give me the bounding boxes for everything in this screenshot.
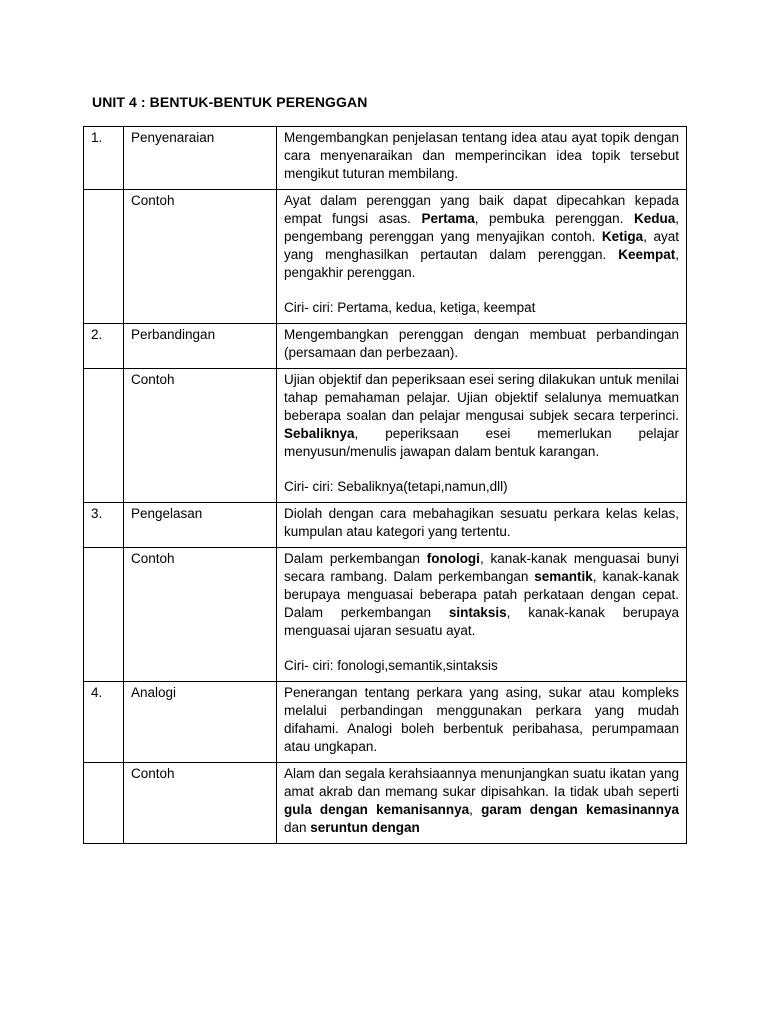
example-text: , kanak-kanak berupaya menguasai ujaran sesuatu ayat. <box>284 605 679 638</box>
example-paragraph <box>284 192 679 282</box>
example-keyword: Pertama <box>421 211 475 226</box>
example-keyword: seruntun dengan <box>310 820 420 835</box>
example-text-cell <box>277 548 687 682</box>
example-text: , pengakhir perenggan. <box>284 247 679 280</box>
item-number: 1. <box>84 127 124 190</box>
table-row-example <box>84 548 687 682</box>
item-number: 4. <box>84 682 124 763</box>
example-keyword: Kedua <box>633 211 676 226</box>
paragraph-form-name: Penyenaraian <box>124 127 277 190</box>
example-paragraph <box>284 371 679 461</box>
paragraph-form-description: Mengembangkan perenggan dengan membuat perbandingan (persamaan dan perbezaan). <box>277 324 687 369</box>
example-text: , peperiksaan esei memerlukan pelajar menyusun/menulis jawapan dalam bentuk karangan. <box>284 426 679 459</box>
ciri-ciri-text: Ciri- ciri: Pertama, kedua, ketiga, keempat <box>284 300 536 315</box>
example-text: dan <box>284 820 311 835</box>
paragraph-form-description: Diolah dengan cara mebahagikan sesuatu perkara kelas kelas, kumpulan atau kategori yang tertentu. <box>277 503 687 548</box>
example-text: , kanak-kanak menguasai bunyi secara rambang. Dalam perkembangan <box>284 551 679 584</box>
paragraph-form-name: Perbandingan <box>124 324 277 369</box>
item-number: 3. <box>84 503 124 548</box>
example-keyword: semantik <box>534 569 593 584</box>
example-keyword: sintaksis <box>448 605 507 620</box>
item-number-empty <box>84 548 124 682</box>
example-text-cell <box>277 190 687 324</box>
table-row-example <box>84 369 687 503</box>
paragraph-form-name: Pengelasan <box>124 503 277 548</box>
example-text-cell <box>277 763 687 844</box>
example-keyword: Ketiga <box>601 229 644 244</box>
ciri-ciri-text: Ciri- ciri: Sebaliknya(tetapi,namun,dll) <box>284 479 508 494</box>
table-row-example <box>84 763 687 844</box>
example-text: , pengembang perenggan yang menyajikan contoh. <box>284 211 679 244</box>
example-text: Ujian objektif dan peperiksaan esei sering dilakukan untuk menilai tahap pemahaman pelajar. Ujian objektif selalunya memuatkan beberapa soalan dan pelajar mengusai subjek secara terperinci. <box>284 372 679 423</box>
paragraph-form-description: Mengembangkan penjelasan tentang idea atau ayat topik dengan cara menyenaraikan dan memperincikan idea topik tersebut mengikut tuturan membilang. <box>277 127 687 190</box>
table-row-example <box>84 190 687 324</box>
example-text-cell <box>277 369 687 503</box>
example-text: , ayat yang menghasilkan pertautan dalam perenggan. <box>284 229 679 262</box>
paragraph-form-name: Analogi <box>124 682 277 763</box>
item-number-empty <box>84 190 124 324</box>
example-label: Contoh <box>124 190 277 324</box>
item-number-empty <box>84 763 124 844</box>
example-keyword: gula dengan kemanisannya <box>284 802 470 817</box>
example-text: , pembuka perenggan. <box>474 211 634 226</box>
item-number: 2. <box>84 324 124 369</box>
example-text: Dalam perkembangan <box>284 551 427 566</box>
example-text: , <box>469 802 482 817</box>
example-paragraph <box>284 765 679 837</box>
example-label: Contoh <box>124 369 277 503</box>
example-label: Contoh <box>124 763 277 844</box>
table-row-definition <box>84 503 687 548</box>
example-text: , kanak-kanak berupaya menguasai beberapa patah perkataan dengan cepat. Dalam perkembangan <box>284 569 679 620</box>
table-row-definition <box>84 127 687 190</box>
example-keyword: Keempat <box>618 247 676 262</box>
example-text: Alam dan segala kerahsiaannya menunjangkan suatu ikatan yang amat akrab dan memang sukar dipisahkan. Ia tidak ubah seperti <box>284 766 679 799</box>
paragraph-form-description: Penerangan tentang perkara yang asing, sukar atau kompleks melalui perbandingan menggunakan perkara yang mudah difahami. Analogi boleh berbentuk peribahasa, perumpamaan atau ungkapan. <box>277 682 687 763</box>
item-number-empty <box>84 369 124 503</box>
example-keyword: fonologi <box>426 551 480 566</box>
example-keyword: Sebaliknya <box>284 426 355 441</box>
table-row-definition <box>84 324 687 369</box>
example-paragraph <box>284 550 679 640</box>
ciri-ciri-text: Ciri- ciri: fonologi,semantik,sintaksis <box>284 658 498 673</box>
example-keyword: garam dengan kemasinannya <box>481 802 679 817</box>
paragraph-forms-table <box>83 126 687 844</box>
page-title: UNIT 4 : BENTUK-BENTUK PERENGGAN <box>92 94 368 110</box>
table-row-definition <box>84 682 687 763</box>
example-text: Ayat dalam perenggan yang baik dapat dipecahkan kepada empat fungsi asas. <box>284 193 679 226</box>
example-label: Contoh <box>124 548 277 682</box>
